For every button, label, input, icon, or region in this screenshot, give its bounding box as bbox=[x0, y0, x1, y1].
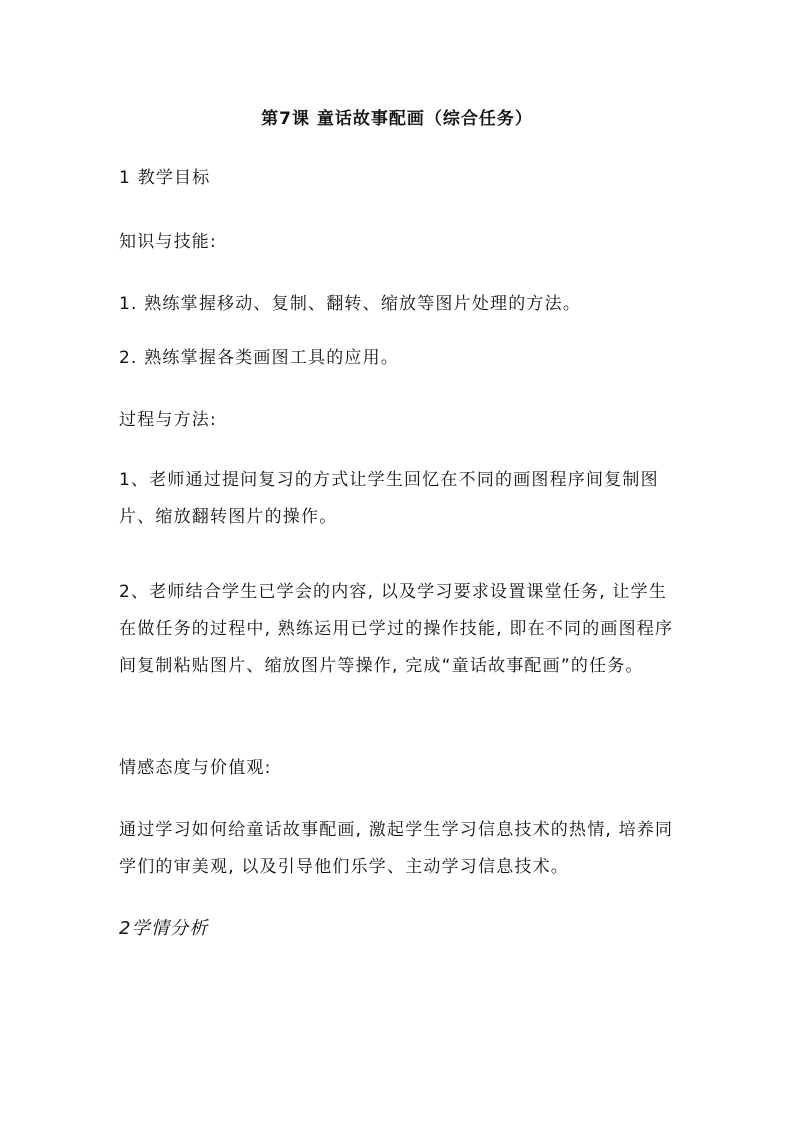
subheading-emotion: 情感态度与价值观: bbox=[119, 758, 272, 778]
process-item-2: 2、老师结合学生已学会的内容, 以及学习要求设置课堂任务, 让学生在做任务的过程中, 熟练运用已学过的操作技能, 即在不同的画图程序间复制粘贴图片、缩放图片等操作, 完成“童话故事配画”的任务。 bbox=[119, 582, 674, 676]
subheading-process: 过程与方法: bbox=[119, 410, 217, 430]
knowledge-item-2: 2. 熟练掌握各类画图工具的应用。 bbox=[119, 348, 400, 368]
section-heading-analysis: 2学情分析 bbox=[119, 918, 209, 939]
process-item-1: 1、老师通过提问复习的方式让学生回忆在不同的画图程序间复制图片、缩放翻转图片的操作。 bbox=[119, 470, 659, 527]
knowledge-item-1: 1. 熟练掌握移动、复制、翻转、缩放等图片处理的方法。 bbox=[119, 294, 582, 314]
page-title: 第7课 童话故事配画（综合任务） bbox=[261, 109, 533, 129]
emotion-paragraph: 通过学习如何给童话故事配画, 激起学生学习信息技术的热情, 培养同学们的审美观, 以及引导他们乐学、主动学习信息技术。 bbox=[119, 820, 674, 877]
section-heading-objectives: 1 教学目标 bbox=[119, 168, 211, 188]
subheading-knowledge: 知识与技能: bbox=[119, 232, 217, 252]
